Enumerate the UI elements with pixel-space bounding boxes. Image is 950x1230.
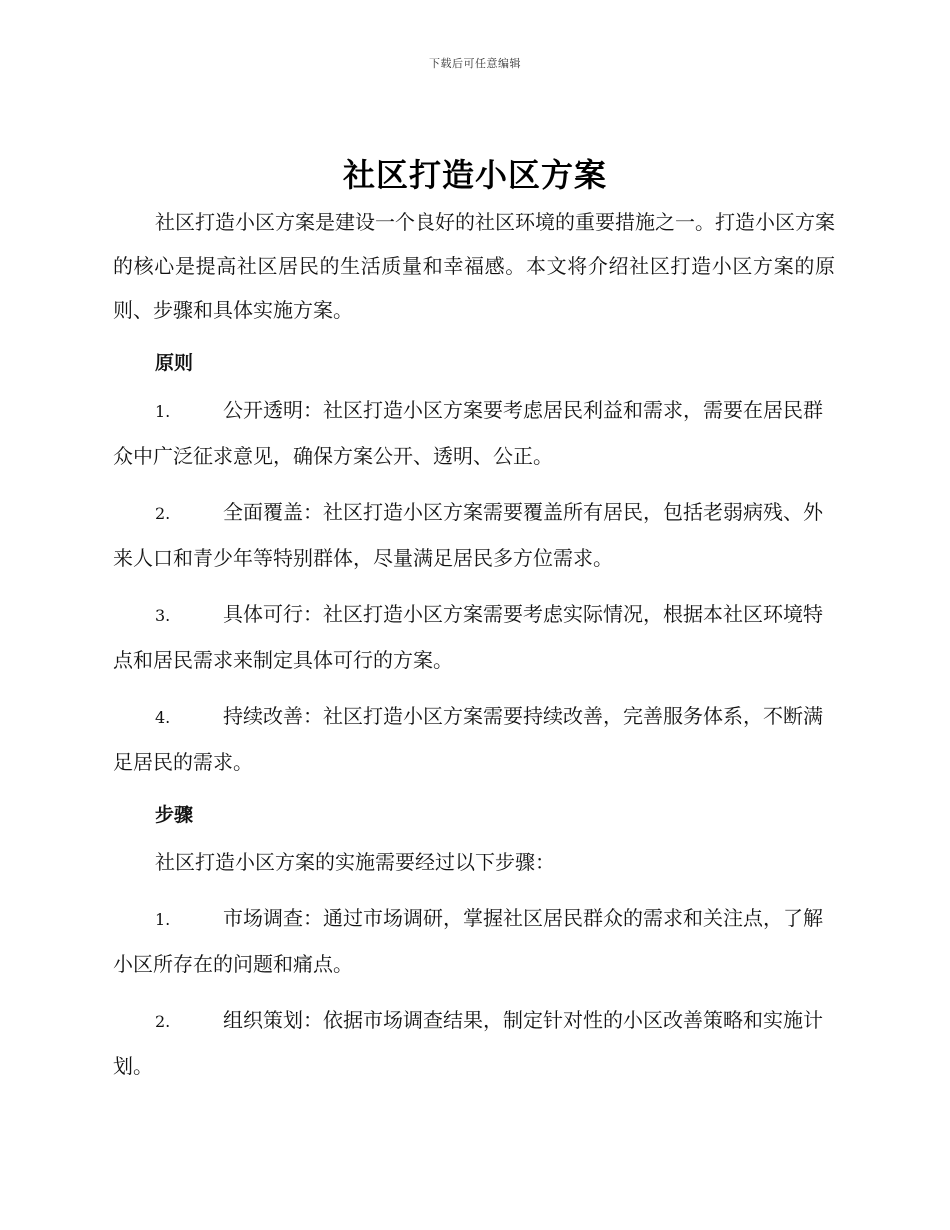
section-heading-principles: 原则: [155, 352, 194, 374]
list-number: 1.: [155, 910, 171, 929]
step-item: [113, 896, 835, 986]
list-number: 2.: [155, 504, 171, 523]
principle-item: [113, 694, 835, 784]
list-number: 4.: [155, 708, 171, 727]
list-text: 持续改善：社区打造小区方案需要持续改善，完善服务体系，不断满足居民的需求。: [113, 704, 823, 774]
step-item: [113, 998, 835, 1088]
header-note: 下载后可任意编辑: [429, 57, 521, 70]
section-heading-steps: 步骤: [155, 804, 194, 826]
list-number: 2.: [155, 1012, 171, 1031]
document-body: [113, 200, 835, 1088]
steps-intro: 社区打造小区方案的实施需要经过以下步骤：: [155, 850, 555, 874]
principle-item: [113, 592, 835, 682]
list-number: 1.: [155, 402, 171, 421]
document-title: 社区打造小区方案: [342, 156, 607, 194]
list-text: 具体可行：社区打造小区方案需要考虑实际情况，根据本社区环境特点和居民需求来制定具体可行的方案。: [113, 602, 823, 672]
principle-item: [113, 388, 835, 478]
list-text: 组织策划：依据市场调查结果，制定针对性的小区改善策略和实施计划。: [113, 1008, 823, 1078]
list-text: 公开透明：社区打造小区方案要考虑居民利益和需求，需要在居民群众中广泛征求意见，确保方案公开、透明、公正。: [113, 398, 823, 468]
principle-item: [113, 490, 835, 580]
list-text: 全面覆盖：社区打造小区方案需要覆盖所有居民，包括老弱病残、外来人口和青少年等特别群体，尽量满足居民多方位需求。: [113, 500, 823, 570]
list-text: 市场调查：通过市场调研，掌握社区居民群众的需求和关注点，了解小区所存在的问题和痛点。: [113, 906, 823, 976]
list-number: 3.: [155, 606, 171, 625]
intro-paragraph: 社区打造小区方案是建设一个良好的社区环境的重要措施之一。打造小区方案的核心是提高社区居民的生活质量和幸福感。本文将介绍社区打造小区方案的原则、步骤和具体实施方案。: [113, 210, 835, 322]
